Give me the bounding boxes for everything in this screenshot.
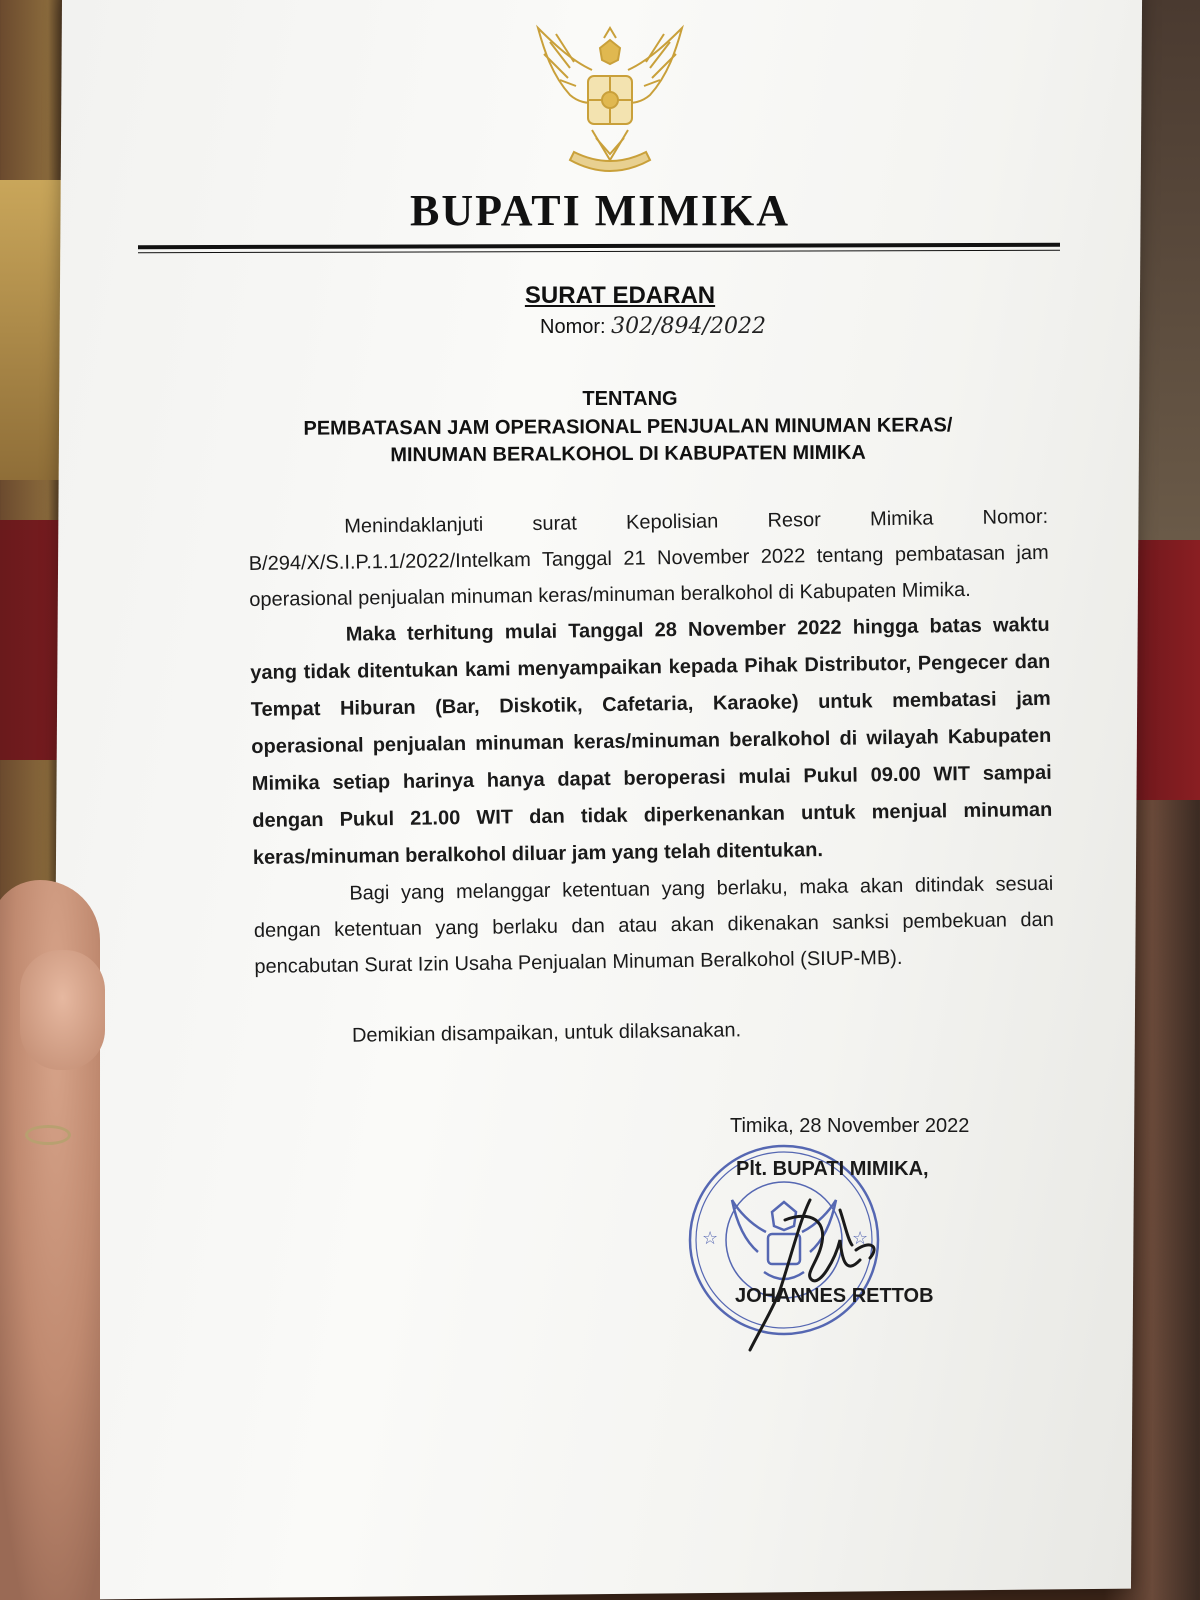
document-type: SURAT EDARAN xyxy=(524,282,716,309)
svg-text:☆: ☆ xyxy=(702,1228,719,1249)
document-number-label: Nomor: xyxy=(540,316,606,338)
subject-line-2: MINUMAN BERALKOHOL DI KABUPATEN MIMIKA xyxy=(390,441,866,467)
closing-sentence: Demikian disampaikan, untuk dilaksanakan. xyxy=(351,1019,742,1047)
svg-text:☆: ☆ xyxy=(852,1228,869,1249)
subject-heading: TENTANG xyxy=(582,388,678,410)
letterhead-title: BUPATI MIMIKA xyxy=(409,186,791,235)
body-paragraph-3: Bagi yang melanggar ketentuan yang berlaku, maka akan ditindak sesuai dengan ketentuan yang berlaku dan atau akan dikenakan sanksi pembekuan dan pencabutan Surat Izin Usaha Penjualan Minuman Beralkohol (SIUP-MB). xyxy=(253,872,1054,978)
document-number-value: 302/894/2022 xyxy=(611,314,766,339)
subject-line-1: PEMBATASAN JAM OPERASIONAL PENJUALAN MINUMAN KERAS/ xyxy=(303,414,953,440)
subject-title xyxy=(278,412,978,470)
signatory-name: JOHANNES RETTOB xyxy=(735,1285,934,1307)
signatory-position: Plt. BUPATI MIMIKA, xyxy=(736,1158,929,1180)
thumb xyxy=(20,950,105,1070)
handwritten-signature-icon xyxy=(720,1180,900,1360)
signature-place-date: Timika, 28 November 2022 xyxy=(730,1115,970,1137)
body-paragraph-2: Maka terhitung mulai Tanggal 28 November 2022 hingga batas waktu yang tidak ditentukan kami menyampaikan kepada Pihak Distributor, Pengecer dan Tempat Hiburan (Bar, Diskotik, Cafetaria, Karaoke) untuk membatasi jam operasional penjualan minuman keras/minuman beralkohol di wilayah Kabupaten Mimika setiap harinya hanya dapat beroperasi mulai Pukul 09.00 WIT sampai dengan Pukul 21.00 WIT dan tidak diperkenankan untuk menjual minuman keras/minuman beralkohol diluar jam yang telah ditentukan. xyxy=(250,613,1053,869)
ring xyxy=(25,1125,71,1145)
document-number xyxy=(540,314,766,339)
body-paragraph-1: Menindaklanjuti surat Kepolisian Resor Mimika Nomor: B/294/X/S.I.P.1.1/2022/Intelkam Tanggal 21 November 2022 tentang pembatasan jam operasional penjualan minuman keras/minuman beralkohol di Kabupaten Mimika. xyxy=(248,505,1049,611)
garuda-emblem-icon xyxy=(530,20,690,185)
letter-body xyxy=(248,499,1055,985)
